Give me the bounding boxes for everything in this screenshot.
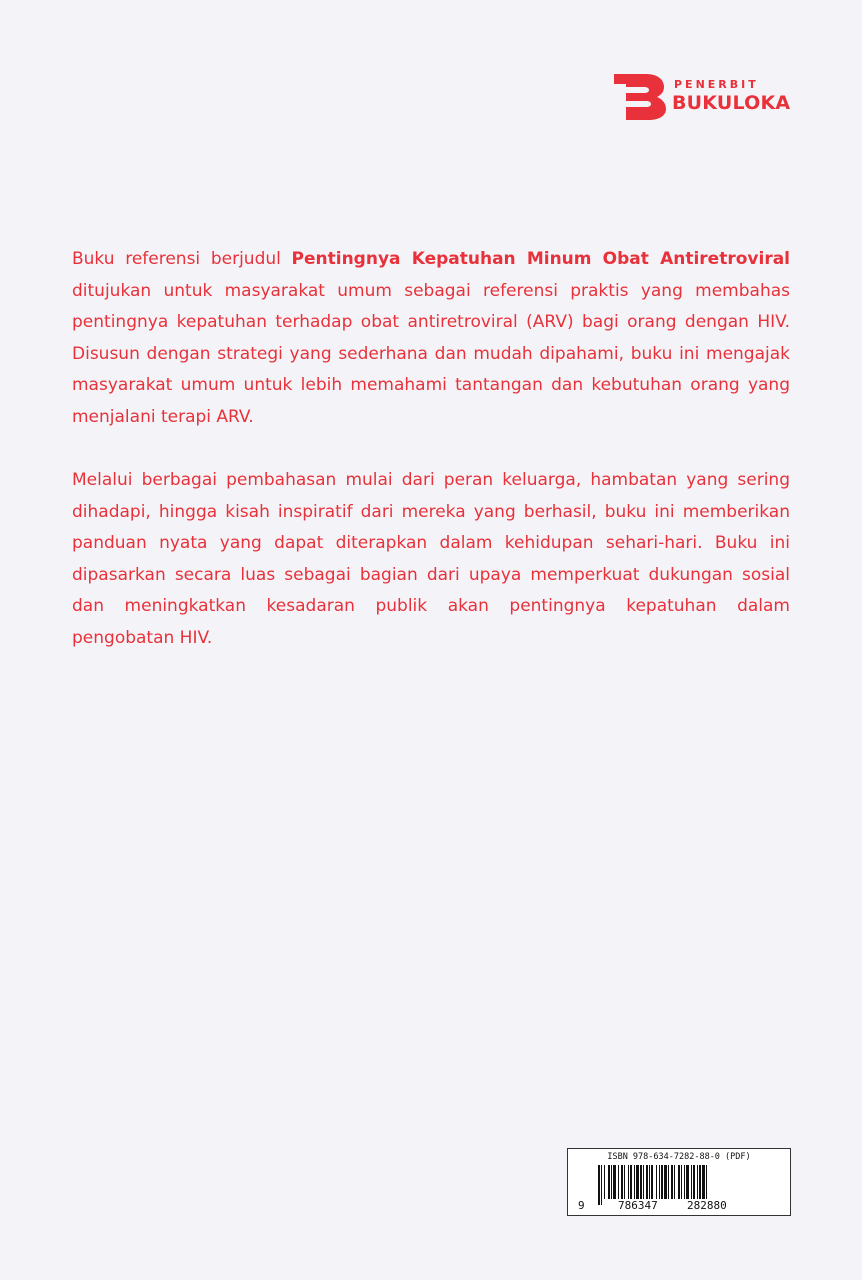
barcode-bar	[640, 1165, 642, 1199]
barcode-bar	[693, 1165, 695, 1199]
barcode-bar	[691, 1165, 692, 1199]
barcode-bar	[659, 1165, 660, 1199]
description-body-1: ditujukan untuk masyarakat umum sebagai referensi praktis yang membahas pentingnya kepatuhan terhadap obat antiretroviral (ARV) bagi orang dengan HIV. Disusun dengan strategi yang sederhana dan mudah dipahami, buku ini mengajak masyarakat umum untuk lebih memahami tantangan dan kebutuhan orang yang menjalani terapi ARV.	[72, 280, 790, 427]
description-paragraph-2: Melalui berbagai pembahasan mulai dari peran keluarga, hambatan yang sering dihadapi, hingga kisah inspiratif dari mereka yang berhasil, buku ini memberikan panduan nyata yang dapat diterapkan dalam kehidupan sehari-hari. Buku ini dipasarkan secara luas sebagai bagian dari upaya memperkuat dukungan sosial dan meningkatkan kesadaran publik akan pentingnya kepatuhan dalam pengobatan HIV.	[72, 470, 790, 648]
isbn-label: ISBN 978-634-7282-88-0 (PDF)	[607, 1152, 751, 1162]
barcode-bar	[613, 1165, 616, 1199]
barcode-bar	[697, 1165, 698, 1199]
publisher-label: PENERBIT	[674, 78, 759, 91]
isbn-barcode-box	[567, 1148, 791, 1216]
barcode-bar	[681, 1165, 682, 1199]
barcode-digit-first: 9	[578, 1199, 585, 1212]
barcode-bar	[618, 1165, 619, 1199]
barcode-bar	[649, 1165, 650, 1199]
barcode-bar	[643, 1165, 644, 1199]
description-intro: Buku referensi berjudul	[72, 249, 292, 269]
barcode-digits-left: 786347	[618, 1199, 658, 1212]
barcode-bar	[661, 1165, 663, 1199]
book-description	[72, 244, 790, 686]
barcode-bar	[621, 1165, 623, 1199]
barcode-bar	[601, 1165, 602, 1205]
barcode-bar	[664, 1165, 667, 1199]
barcode-bar	[686, 1165, 689, 1199]
barcode-bar	[678, 1165, 680, 1199]
publisher-b-logo-icon	[614, 74, 666, 120]
barcode-bar	[598, 1165, 600, 1205]
barcode-bar	[646, 1165, 648, 1199]
barcode-bar	[628, 1165, 629, 1199]
barcode-bar	[699, 1165, 701, 1199]
publisher-name: BUKULOKA	[672, 92, 791, 114]
barcode-bar	[671, 1165, 673, 1199]
barcode-bar	[668, 1165, 669, 1199]
barcode-bar	[656, 1165, 657, 1199]
barcode-bar	[684, 1165, 685, 1199]
barcode-bar	[634, 1165, 635, 1199]
barcode-bar	[651, 1165, 653, 1199]
barcode-bar	[630, 1165, 632, 1199]
barcode-bar	[604, 1165, 605, 1199]
barcode-bar	[636, 1165, 639, 1199]
barcode-bar	[674, 1165, 675, 1199]
description-paragraph-1	[72, 244, 790, 433]
barcode-bar	[702, 1165, 705, 1199]
barcode-bar	[608, 1165, 610, 1199]
barcode-digits-right: 282880	[687, 1199, 727, 1212]
barcode-bar	[611, 1165, 612, 1199]
barcode-bar	[624, 1165, 625, 1199]
publisher-logo	[614, 74, 794, 120]
book-title: Pentingnya Kepatuhan Minum Obat Antiretroviral	[291, 249, 790, 269]
barcode	[568, 1163, 790, 1213]
